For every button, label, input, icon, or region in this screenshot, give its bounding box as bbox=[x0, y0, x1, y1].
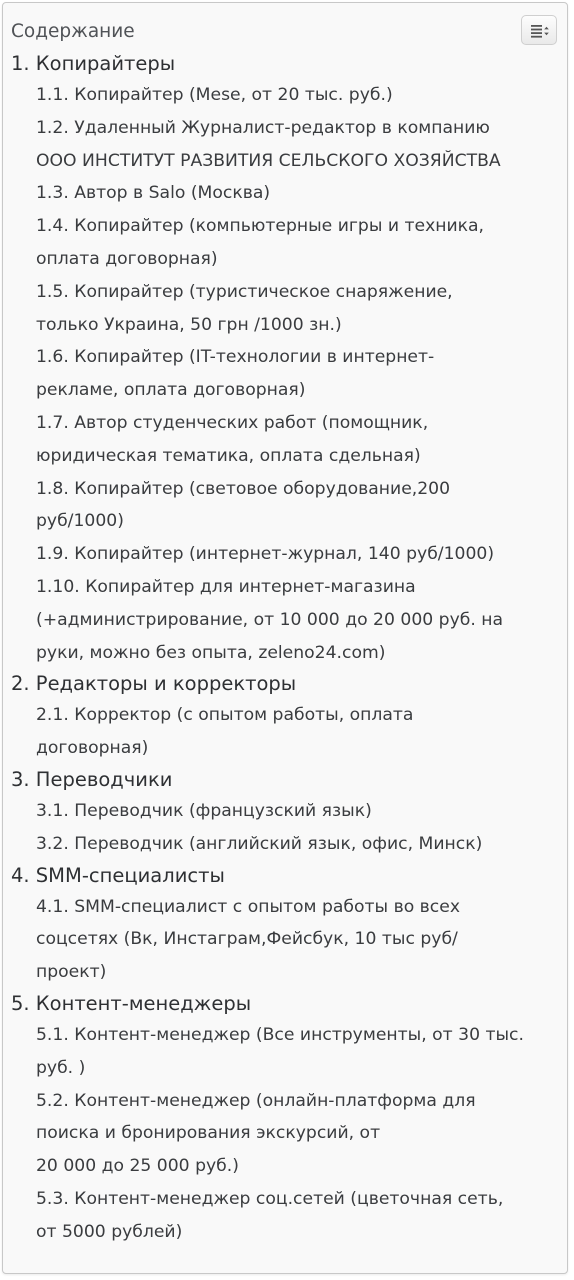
toc-subitem-line: 1.8. Копирайтер (световое оборудование,200 bbox=[36, 478, 451, 499]
toc-subitem-line: руки, можно без опыта, zeleno24.com) bbox=[36, 642, 386, 663]
toc-subitem-line: 5.3. Контент-менеджер соц.сетей (цветочная сеть, bbox=[36, 1188, 504, 1209]
toc-subitem bbox=[36, 276, 561, 342]
toc-sublist bbox=[11, 699, 561, 765]
toc-subitem-link[interactable] bbox=[36, 571, 561, 669]
toc-subitem bbox=[36, 1183, 561, 1249]
toc-section bbox=[11, 765, 561, 861]
toc-subitem-line: 1.5. Копирайтер (туристическое снаряжение, bbox=[36, 281, 453, 302]
toc-subitem-line: 5.2. Контент-менеджер (онлайн-платформа для bbox=[36, 1090, 476, 1111]
toc-subitem-link[interactable] bbox=[36, 210, 561, 276]
toc-subitem-line: соцсетях (Вк, Инстаграм,Фейсбук, 10 тыс руб/ bbox=[36, 929, 458, 950]
toc-subitem-line: договорная) bbox=[36, 738, 149, 759]
toc-subitem-line: юридическая тематика, оплата сдельная) bbox=[36, 445, 421, 466]
toc-subitem-line: 3.2. Переводчик (английский язык, офис, Минск) bbox=[36, 833, 483, 854]
toc-subitem bbox=[36, 341, 561, 407]
toc-subitem-link[interactable] bbox=[36, 407, 561, 473]
toc-subitem bbox=[36, 828, 561, 861]
toc-sublist bbox=[11, 891, 561, 989]
toc-section bbox=[11, 669, 561, 765]
toc-subitem-line: 20 000 до 25 000 руб.) bbox=[36, 1156, 239, 1177]
toc-subitem-link[interactable] bbox=[36, 828, 561, 861]
toc-subitem bbox=[36, 210, 561, 276]
toc-subitem-line: 5.1. Контент-менеджер (Все инструменты, от 30 тыс. bbox=[36, 1024, 524, 1045]
toc-subitem-line: 2.1. Корректор (с опытом работы, оплата bbox=[36, 705, 414, 726]
toc-section-link[interactable]: 3. Переводчики bbox=[11, 767, 173, 791]
toc-subitem-link[interactable] bbox=[36, 276, 561, 342]
toc-sublist bbox=[11, 79, 561, 669]
toc-subitem-line: 1.2. Удаленный Журналист-редактор в компанию bbox=[36, 117, 490, 138]
toc-section bbox=[11, 49, 561, 669]
toc-subitem bbox=[36, 79, 561, 112]
toc-subitem-line: 1.3. Автор в Salo (Москва) bbox=[36, 183, 271, 204]
toc-subitem-line: 1.7. Автор студенческих работ (помощник, bbox=[36, 412, 429, 433]
toc-subitem-link[interactable] bbox=[36, 177, 561, 210]
toc-subitem-line: поиска и бронирования экскурсий, от bbox=[36, 1123, 381, 1144]
toc-section bbox=[11, 989, 561, 1249]
toc-subitem-line: 4.1. SMM-специалист с опытом работы во всех bbox=[36, 896, 461, 917]
toc-subitem bbox=[36, 699, 561, 765]
list-toggle-icon bbox=[531, 24, 549, 38]
toc-subitem bbox=[36, 538, 561, 571]
toc-subitem bbox=[36, 891, 561, 989]
toc-title: Содержание bbox=[11, 21, 135, 42]
toc-subitem bbox=[36, 177, 561, 210]
toc-subitem bbox=[36, 571, 561, 669]
toc-subitem-line: руб/1000) bbox=[36, 511, 124, 532]
toc-section bbox=[11, 861, 561, 989]
toc-subitem-link[interactable] bbox=[36, 79, 561, 112]
toc-subitem-line: рекламе, оплата договорная) bbox=[36, 380, 306, 401]
toc-section-link[interactable]: 2. Редакторы и корректоры bbox=[11, 672, 297, 696]
toc-subitem-link[interactable] bbox=[36, 795, 561, 828]
toc-toggle-button[interactable] bbox=[521, 15, 557, 45]
toc-section-link[interactable]: 5. Контент-менеджеры bbox=[11, 991, 252, 1015]
toc-subitem-link[interactable] bbox=[36, 1019, 561, 1085]
toc-subitem-line: 3.1. Переводчик (французский язык) bbox=[36, 800, 372, 821]
toc-subitem-line: 1.10. Копирайтер для интернет-магазина bbox=[36, 576, 416, 597]
toc-subitem-link[interactable] bbox=[36, 699, 561, 765]
toc-subitem bbox=[36, 1019, 561, 1085]
toc-subitem-link[interactable] bbox=[36, 341, 561, 407]
toc-subitem bbox=[36, 407, 561, 473]
toc-subitem-line: проект) bbox=[36, 962, 107, 983]
toc-subitem-link[interactable] bbox=[36, 112, 561, 178]
toc-subitem bbox=[36, 473, 561, 539]
toc-sublist bbox=[11, 1019, 561, 1249]
toc-subitem-line: оплата договорная) bbox=[36, 248, 218, 269]
toc-subitem-line: руб. ) bbox=[36, 1057, 86, 1078]
toc-subitem-line: 1.1. Копирайтер (Mese, от 20 тыс. руб.) bbox=[36, 85, 393, 105]
toc-section-link[interactable]: 4. SMM-специалисты bbox=[11, 863, 225, 887]
toc-subitem bbox=[36, 112, 561, 178]
toc-subitem-link[interactable] bbox=[36, 1183, 561, 1249]
toc-subitem-line: от 5000 рублей) bbox=[36, 1221, 183, 1242]
toc-subitem-line: (+администрирование, от 10 000 до 20 000 руб. на bbox=[36, 609, 504, 630]
toc-subitem-link[interactable] bbox=[36, 538, 561, 571]
toc-subitem-line: только Украина, 50 грн /1000 зн.) bbox=[36, 314, 342, 335]
toc-subitem-line: ООО ИНСТИТУТ РАЗВИТИЯ СЕЛЬСКОГО ХОЗЯЙСТВА bbox=[36, 150, 501, 171]
toc-list bbox=[11, 49, 561, 1249]
toc-subitem-line: 1.6. Копирайтер (IT-технологии в интернет- bbox=[36, 347, 435, 368]
toc-subitem bbox=[36, 1085, 561, 1183]
toc-subitem-line: 1.4. Копирайтер (компьютерные игры и техника, bbox=[36, 216, 485, 237]
toc-subitem-line: 1.9. Копирайтер (интернет-журнал, 140 руб/1000) bbox=[36, 544, 495, 565]
toc-sublist bbox=[11, 795, 561, 861]
toc-subitem bbox=[36, 795, 561, 828]
toc-subitem-link[interactable] bbox=[36, 473, 561, 539]
toc-section-link[interactable]: 1. Копирайтеры bbox=[11, 52, 176, 75]
toc-subitem-link[interactable] bbox=[36, 891, 561, 989]
toc-subitem-link[interactable] bbox=[36, 1085, 561, 1183]
table-of-contents bbox=[2, 2, 568, 1274]
